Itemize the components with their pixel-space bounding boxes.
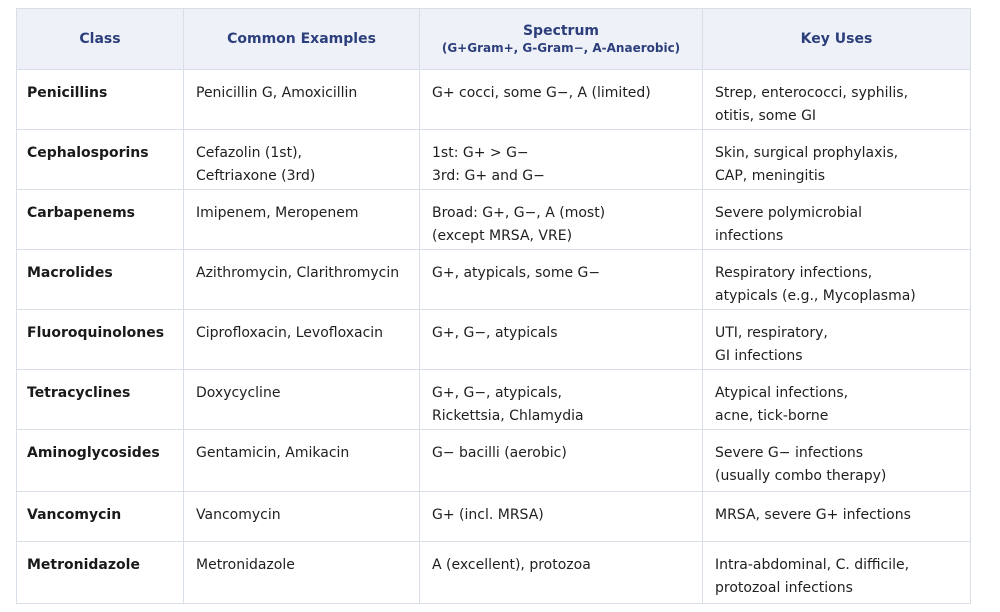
cell-uses bbox=[703, 370, 971, 430]
cell-examples-line: Vancomycin bbox=[196, 507, 281, 523]
cell-examples-line: Penicillin G, Amoxicillin bbox=[196, 85, 358, 101]
cell-spectrum bbox=[420, 310, 703, 370]
antibiotic-classes-table bbox=[16, 8, 971, 604]
cell-class: Aminoglycosides bbox=[17, 430, 184, 492]
cell-uses bbox=[703, 310, 971, 370]
cell-class: Penicillins bbox=[17, 70, 184, 130]
cell-uses-line: Strep, enterococci, syphilis, bbox=[715, 85, 909, 101]
cell-examples bbox=[184, 542, 420, 604]
cell-examples-line: Imipenem, Meropenem bbox=[196, 205, 359, 221]
cell-class: Carbapenems bbox=[17, 190, 184, 250]
cell-class: Vancomycin bbox=[17, 492, 184, 542]
table-body bbox=[17, 70, 971, 604]
antibiotic-table-container bbox=[16, 8, 970, 604]
cell-class: Metronidazole bbox=[17, 542, 184, 604]
cell-spectrum-line: G+ (incl. MRSA) bbox=[432, 507, 544, 523]
table-row bbox=[17, 542, 971, 604]
table-row bbox=[17, 310, 971, 370]
cell-examples-line: Cefazolin (1st), bbox=[196, 145, 302, 161]
cell-examples-line: Ciprofloxacin, Levofloxacin bbox=[196, 325, 384, 341]
cell-spectrum-line: G− bacilli (aerobic) bbox=[432, 445, 567, 461]
cell-spectrum bbox=[420, 430, 703, 492]
header-examples: Common Examples bbox=[184, 9, 420, 70]
cell-examples bbox=[184, 250, 420, 310]
cell-examples bbox=[184, 492, 420, 542]
cell-uses-line: acne, tick-borne bbox=[715, 408, 829, 424]
cell-examples bbox=[184, 190, 420, 250]
cell-examples-line: Metronidazole bbox=[196, 557, 295, 573]
cell-examples bbox=[184, 130, 420, 190]
cell-spectrum bbox=[420, 190, 703, 250]
cell-spectrum bbox=[420, 70, 703, 130]
cell-uses-line: Skin, surgical prophylaxis, bbox=[715, 145, 899, 161]
cell-spectrum-line: G+, atypicals, some G− bbox=[432, 265, 601, 281]
cell-spectrum bbox=[420, 370, 703, 430]
table-row bbox=[17, 70, 971, 130]
cell-class: Tetracyclines bbox=[17, 370, 184, 430]
header-class: Class bbox=[17, 9, 184, 70]
cell-spectrum bbox=[420, 130, 703, 190]
table-row bbox=[17, 130, 971, 190]
cell-examples bbox=[184, 430, 420, 492]
header-uses: Key Uses bbox=[703, 9, 971, 70]
cell-uses bbox=[703, 130, 971, 190]
cell-uses-line: Respiratory infections, bbox=[715, 265, 873, 281]
cell-examples bbox=[184, 370, 420, 430]
cell-spectrum-line: Broad: G+, G−, A (most) bbox=[432, 205, 606, 221]
table-row bbox=[17, 492, 971, 542]
cell-uses-line: CAP, meningitis bbox=[715, 168, 826, 184]
table-row bbox=[17, 370, 971, 430]
cell-spectrum-line: A (excellent), protozoa bbox=[432, 557, 591, 573]
cell-uses bbox=[703, 542, 971, 604]
cell-uses-line: UTI, respiratory, bbox=[715, 325, 828, 341]
cell-uses bbox=[703, 430, 971, 492]
cell-uses-line: protozoal infections bbox=[715, 580, 853, 596]
header-spectrum-title: Spectrum bbox=[522, 23, 600, 39]
cell-spectrum bbox=[420, 542, 703, 604]
cell-examples bbox=[184, 310, 420, 370]
cell-class: Macrolides bbox=[17, 250, 184, 310]
cell-uses-line: atypicals (e.g., Mycoplasma) bbox=[715, 288, 916, 304]
cell-spectrum-line: G+, G−, atypicals bbox=[432, 325, 558, 341]
table-row bbox=[17, 250, 971, 310]
cell-spectrum-line: 1st: G+ > G− bbox=[432, 145, 529, 161]
header-spectrum bbox=[420, 9, 703, 70]
cell-uses-line: Severe G− infections bbox=[715, 445, 864, 461]
header-spectrum-note: (G+Gram+, G-Gram−, A-Anaerobic) bbox=[441, 41, 681, 55]
cell-uses bbox=[703, 190, 971, 250]
cell-uses-line: infections bbox=[715, 228, 784, 244]
cell-uses-line: Intra-abdominal, C. difficile, bbox=[715, 557, 910, 573]
cell-uses-line: (usually combo therapy) bbox=[715, 468, 887, 484]
cell-spectrum-line: G+, G−, atypicals, bbox=[432, 385, 562, 401]
cell-uses-line: GI infections bbox=[715, 348, 803, 364]
cell-uses-line: Atypical infections, bbox=[715, 385, 849, 401]
table-row bbox=[17, 190, 971, 250]
cell-examples bbox=[184, 70, 420, 130]
cell-uses bbox=[703, 492, 971, 542]
cell-examples-line: Azithromycin, Clarithromycin bbox=[196, 265, 400, 281]
cell-spectrum-line: (except MRSA, VRE) bbox=[432, 228, 573, 244]
table-row bbox=[17, 430, 971, 492]
cell-spectrum-line: G+ cocci, some G−, A (limited) bbox=[432, 85, 651, 101]
cell-spectrum-line: 3rd: G+ and G− bbox=[432, 168, 545, 184]
cell-class: Cephalosporins bbox=[17, 130, 184, 190]
cell-spectrum bbox=[420, 492, 703, 542]
cell-uses-line: Severe polymicrobial bbox=[715, 205, 863, 221]
cell-uses-line: otitis, some GI bbox=[715, 108, 817, 124]
cell-uses bbox=[703, 70, 971, 130]
cell-examples-line: Ceftriaxone (3rd) bbox=[196, 168, 316, 184]
cell-class: Fluoroquinolones bbox=[17, 310, 184, 370]
cell-uses bbox=[703, 250, 971, 310]
cell-examples-line: Gentamicin, Amikacin bbox=[196, 445, 350, 461]
cell-examples-line: Doxycycline bbox=[196, 385, 281, 401]
cell-spectrum bbox=[420, 250, 703, 310]
header-row bbox=[17, 9, 971, 70]
cell-spectrum-line: Rickettsia, Chlamydia bbox=[432, 408, 584, 424]
cell-uses-line: MRSA, severe G+ infections bbox=[715, 507, 911, 523]
